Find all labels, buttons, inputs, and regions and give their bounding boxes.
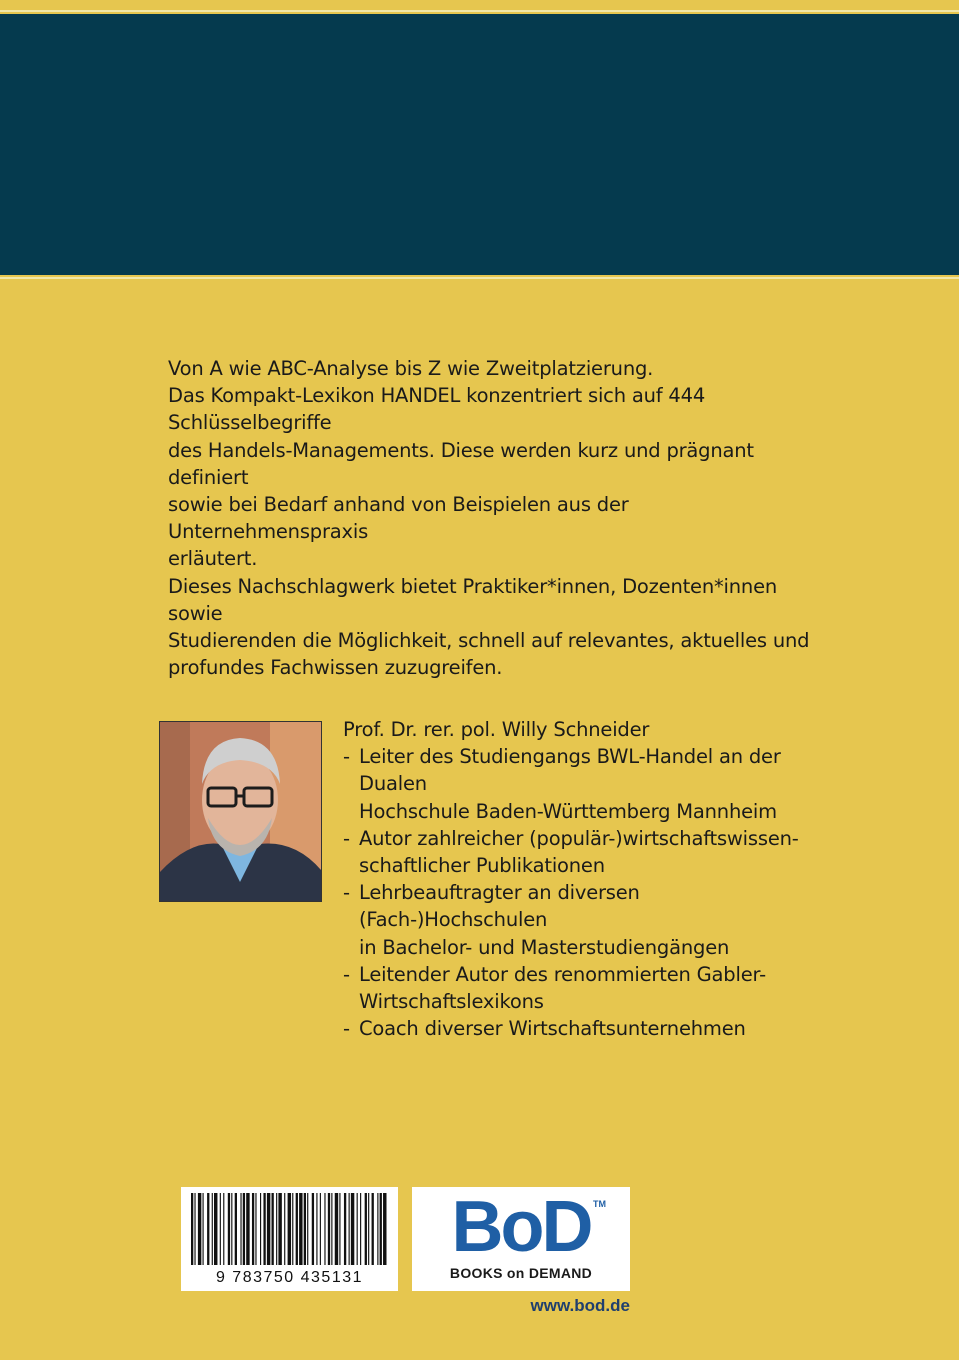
credential-line: Leiter des Studiengangs BWL-Handel an der Dualen — [359, 745, 781, 796]
barcode-bar — [299, 1193, 302, 1265]
credential-line: Autor zahlreicher (populär-)wirtschaftswissen- — [359, 826, 799, 850]
barcode-bar — [316, 1193, 317, 1265]
barcode-bar — [220, 1193, 221, 1265]
isbn-digits: 9 783750 435131 — [215, 1269, 364, 1286]
credential-line: Hochschule Baden-Württemberg Mannheim — [359, 799, 777, 823]
barcode-bar — [368, 1193, 369, 1265]
barcode-bar — [267, 1193, 270, 1265]
barcode-bar — [292, 1193, 293, 1265]
credential-item — [343, 879, 813, 961]
blurb-line: Von A wie ABC-Analyse bis Z wie Zweitplatzierung. — [168, 357, 654, 380]
credential-line: Wirtschaftslexikons — [359, 990, 544, 1014]
author-credentials — [343, 743, 813, 1042]
barcode-bar — [335, 1193, 338, 1265]
author-photo — [159, 721, 322, 902]
barcode-bar — [214, 1193, 217, 1265]
barcode-bar — [255, 1193, 256, 1265]
barcode-bar — [383, 1193, 386, 1265]
trademark-mark: TM — [593, 1199, 606, 1209]
publisher-url: www.bod.de — [530, 1296, 630, 1315]
barcode-bar — [272, 1193, 274, 1265]
bod-logo-text: BoD — [451, 1187, 591, 1267]
blurb-line: Studierenden die Möglichkeit, schnell auf relevantes, aktuelles und — [168, 629, 810, 653]
barcode-bar — [243, 1193, 245, 1265]
barcode-bar — [365, 1193, 367, 1265]
book-blurb — [168, 355, 828, 681]
barcode-bar — [223, 1193, 224, 1265]
barcode-bar — [357, 1193, 358, 1265]
barcode-bar — [203, 1193, 204, 1265]
barcode-bar — [304, 1193, 306, 1265]
barcode-bar — [288, 1193, 291, 1265]
barcode-bar — [328, 1193, 330, 1265]
barcode-bar — [344, 1193, 346, 1265]
barcode-bar — [349, 1193, 350, 1265]
blurb-line: Dieses Nachschlagwerk bietet Praktiker*innen, Dozenten*innen sowie — [168, 574, 778, 625]
blurb-line: profundes Fachwissen zuzugreifen. — [168, 656, 503, 680]
barcode-bar — [194, 1193, 195, 1265]
barcode-bar — [339, 1193, 340, 1265]
barcode-bar — [324, 1193, 325, 1265]
author-bio — [343, 716, 813, 1042]
credential-item — [343, 743, 813, 825]
publisher-logo — [412, 1187, 630, 1291]
blurb-line: erläutert. — [168, 547, 258, 571]
barcode-bar — [198, 1193, 201, 1265]
credential-line: Lehrbeauftragter an diversen (Fach-)Hochschulen — [359, 881, 640, 932]
credential-item — [343, 1015, 813, 1042]
blurb-line: des Handels-Managements. Diese werden kurz und prägnant definiert — [168, 438, 754, 489]
barcode-bar — [380, 1193, 382, 1265]
barcode-bar — [284, 1193, 285, 1265]
barcode-bars — [181, 1187, 398, 1269]
blurb-line: sowie bei Bedarf anhand von Beispielen aus der Unternehmenspraxis — [168, 493, 629, 544]
barcode-bar — [372, 1193, 374, 1265]
credential-line: Leitender Autor des renommierten Gabler- — [359, 962, 766, 986]
barcode-bar — [360, 1193, 361, 1265]
barcode-bar — [278, 1193, 281, 1265]
header-navy-block — [0, 14, 959, 275]
barcode-bar — [312, 1193, 314, 1265]
barcode-bar — [331, 1193, 332, 1265]
barcode-bar — [207, 1193, 209, 1265]
barcode-bar — [377, 1193, 378, 1265]
barcode-bar — [240, 1193, 241, 1265]
blurb-line: Das Kompakt-Lexikon HANDEL konzentriert sich auf 444 Schlüsselbegriffe — [168, 384, 706, 435]
barcode-bar — [228, 1193, 230, 1265]
barcode-bar — [263, 1193, 265, 1265]
credential-line: schaftlicher Publikationen — [359, 854, 605, 878]
barcode-bar — [231, 1193, 232, 1265]
publisher-tagline: BOOKS on DEMAND — [449, 1265, 593, 1281]
isbn-barcode — [181, 1187, 398, 1291]
author-name: Prof. Dr. rer. pol. Willy Schneider — [343, 718, 650, 741]
barcode-bar — [276, 1193, 277, 1265]
credential-line: Coach diverser Wirtschaftsunternehmen — [359, 1017, 746, 1041]
barcode-bar — [307, 1193, 308, 1265]
barcode-bar — [212, 1193, 213, 1265]
barcode-bar — [246, 1193, 249, 1265]
header-rule-bottom — [0, 277, 959, 279]
header-rule-top — [0, 10, 959, 12]
barcode-bar — [252, 1193, 254, 1265]
barcode-bar — [351, 1193, 354, 1265]
barcode-bar — [296, 1193, 298, 1265]
credential-item — [343, 961, 813, 1015]
barcode-bar — [260, 1193, 261, 1265]
credential-line: in Bachelor- und Masterstudiengängen — [359, 935, 730, 959]
barcode-bar — [235, 1193, 237, 1265]
barcode-bar — [191, 1193, 193, 1265]
barcode-bar — [320, 1193, 321, 1265]
credential-item — [343, 825, 813, 879]
